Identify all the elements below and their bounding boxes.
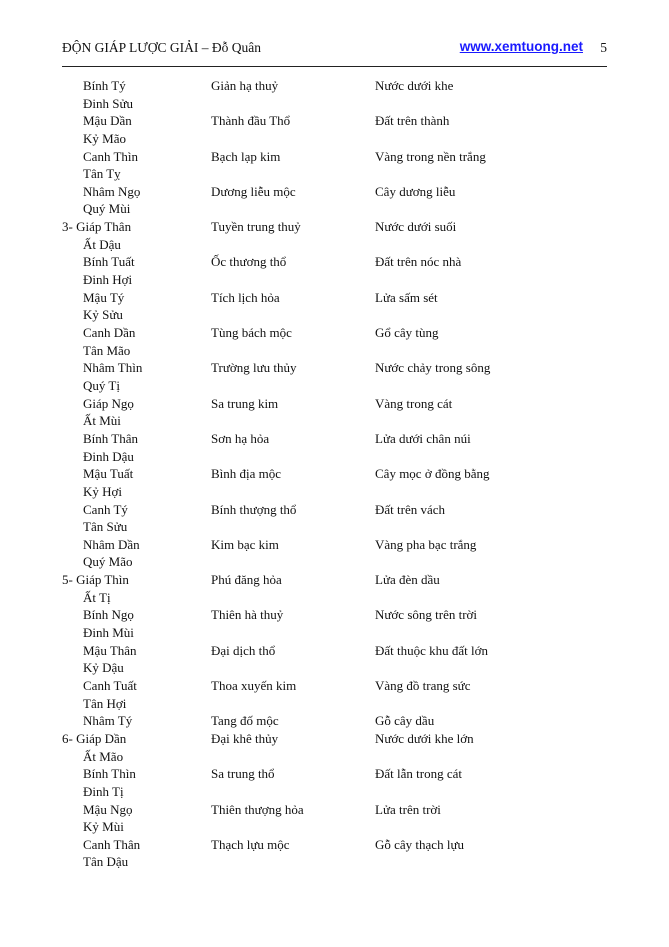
can-chi-pair: [62, 571, 129, 606]
nap-am-meaning: Đất trên thành: [375, 113, 450, 129]
can-chi-second: Quý Tị: [83, 377, 120, 393]
nap-am-name: Thoa xuyến kim: [211, 678, 297, 694]
nap-am-meaning: Lửa sấm sét: [375, 289, 438, 305]
can-chi-second: Kỷ Mùi: [83, 819, 124, 835]
nap-am-meaning: Nước dưới khe lớn: [375, 730, 474, 746]
can-chi-first: Canh Thân: [83, 836, 141, 852]
table-row: [0, 571, 669, 606]
can-chi-pair: [83, 359, 142, 394]
can-chi-second: Đinh Hợi: [83, 272, 133, 288]
can-chi-first: Canh Tý: [83, 501, 128, 517]
table-row: [0, 836, 669, 871]
nap-am-meaning: Lửa dưới chân núi: [375, 430, 471, 446]
nap-am-meaning: Nước chảy trong sông: [375, 360, 491, 376]
can-chi-first: Nhâm Thìn: [83, 360, 143, 376]
can-chi-first: 5- Giáp Thìn: [62, 572, 129, 588]
nap-am-name: Thành đầu Thổ: [211, 113, 291, 129]
nap-am-name: Đại khê thủy: [211, 730, 279, 746]
nap-am-name: Tích lịch hỏa: [211, 289, 280, 305]
can-chi-pair: [83, 324, 135, 359]
can-chi-pair: [83, 395, 134, 430]
can-chi-first: Canh Thìn: [83, 148, 139, 164]
table-row: [0, 395, 669, 430]
can-chi-first: Bính Thân: [83, 430, 139, 446]
table-row: [0, 677, 669, 712]
nap-am-meaning: Vàng pha bạc trắng: [375, 536, 477, 552]
can-chi-pair: [83, 253, 135, 288]
table-row: [0, 465, 669, 500]
nap-am-name: Giản hạ thuỷ: [211, 78, 279, 93]
can-chi-pair: [83, 148, 138, 183]
can-chi-pair: [83, 430, 138, 465]
can-chi-pair: [83, 712, 132, 730]
can-chi-first: Bính Tuất: [83, 254, 135, 270]
nap-am-meaning: Gổ cây tùng: [375, 325, 439, 341]
table-row: [0, 112, 669, 147]
nap-am-name: Ốc thương thổ: [211, 254, 287, 270]
page-header: [62, 40, 607, 60]
page-number: 5: [600, 40, 607, 55]
can-chi-pair: [83, 677, 137, 712]
can-chi-first: Bính Tý: [83, 78, 126, 93]
nap-am-meaning: Vàng trong cát: [375, 395, 453, 411]
can-chi-second: Ất Tị: [83, 589, 111, 605]
nap-am-meaning: Lửa trên trời: [375, 801, 441, 817]
can-chi-pair: [83, 183, 140, 218]
nap-am-name: Phú đăng hỏa: [211, 572, 282, 588]
website-link[interactable]: www.xemtuong.net: [459, 39, 583, 54]
can-chi-first: 6- Giáp Dần: [62, 730, 127, 746]
can-chi-pair: [83, 836, 140, 871]
can-chi-first: Mậu Ngọ: [83, 801, 133, 817]
can-chi-pair: [83, 465, 133, 500]
nap-am-name: Tùng bách mộc: [211, 325, 292, 341]
nap-am-name: Thiên hà thuỷ: [211, 607, 284, 623]
nap-am-name: Thiên thượng hỏa: [211, 801, 304, 817]
can-chi-pair: [83, 112, 132, 147]
nap-am-name: Sa trung kim: [211, 395, 279, 411]
can-chi-second: Kỷ Hợi: [83, 483, 123, 499]
header-divider: [62, 66, 607, 67]
table-row: [0, 712, 669, 730]
can-chi-first: Mậu Thân: [83, 642, 137, 658]
nap-am-meaning: Gỗ cây thạch lựu: [375, 836, 464, 852]
nap-am-meaning: Nước dưới khe: [375, 78, 454, 93]
can-chi-first: Nhâm Tý: [83, 713, 133, 729]
can-chi-first: 3- Giáp Thân: [62, 219, 132, 235]
nap-am-meaning: Nước sông trên trời: [375, 607, 478, 623]
can-chi-second: Đinh Sửu: [83, 95, 134, 111]
table-row: [0, 430, 669, 465]
can-chi-first: Canh Dần: [83, 325, 136, 341]
nap-am-meaning: Cây mọc ở đồng bằng: [375, 466, 490, 482]
can-chi-second: Đinh Tị: [83, 783, 124, 799]
nap-am-meaning: Vàng trong nền trắng: [375, 148, 486, 164]
can-chi-second: Kỷ Mão: [83, 130, 126, 146]
can-chi-first: Bính Ngọ: [83, 607, 134, 623]
can-chi-first: Canh Tuất: [83, 678, 137, 694]
table-row: [0, 642, 669, 677]
nap-am-name: Dương liễu mộc: [211, 183, 296, 199]
can-chi-first: Giáp Ngọ: [83, 395, 134, 411]
table-row: [0, 289, 669, 324]
nap-am-table: [0, 77, 669, 871]
table-row: [0, 148, 669, 183]
can-chi-pair: [83, 801, 132, 836]
table-row: [0, 183, 669, 218]
table-row: [0, 359, 669, 394]
nap-am-meaning: Đất lẫn trong cát: [375, 766, 462, 782]
table-row: [0, 253, 669, 288]
can-chi-second: Tân Tỵ: [83, 166, 121, 182]
document-title: ĐỘN GIÁP LƯỢC GIẢI – Đỗ Quân: [62, 40, 261, 55]
nap-am-name: Trường lưu thủy: [211, 360, 297, 376]
table-row: [0, 218, 669, 253]
nap-am-meaning: Lửa đèn dầu: [375, 572, 440, 588]
table-row: [0, 536, 669, 571]
can-chi-second: Tân Hợi: [83, 695, 127, 711]
table-row: [0, 765, 669, 800]
nap-am-meaning: Đất trên nóc nhà: [375, 254, 462, 270]
can-chi-pair: [83, 536, 140, 571]
nap-am-meaning: Nước dưới suối: [375, 219, 457, 235]
can-chi-pair: [62, 730, 126, 765]
table-row: [0, 606, 669, 641]
can-chi-first: Mậu Tuất: [83, 466, 134, 482]
nap-am-name: Thạch lựu mộc: [211, 836, 290, 852]
nap-am-name: Bính thượng thổ: [211, 501, 297, 517]
table-row: [0, 324, 669, 359]
can-chi-pair: [83, 765, 136, 800]
nap-am-name: Tuyền trung thuỷ: [211, 219, 301, 235]
nap-am-name: Đại dịch thổ: [211, 642, 276, 658]
nap-am-name: Bạch lạp kim: [211, 148, 281, 164]
can-chi-first: Bính Thìn: [83, 766, 136, 782]
can-chi-second: Quý Mùi: [83, 201, 131, 217]
can-chi-second: Tân Mão: [83, 342, 131, 358]
can-chi-second: Tân Dậu: [83, 854, 129, 870]
can-chi-first: Mậu Tý: [83, 289, 125, 305]
table-row: [0, 77, 669, 112]
can-chi-pair: [62, 218, 131, 253]
nap-am-meaning: Cây dương liễu: [375, 183, 456, 199]
can-chi-pair: [83, 606, 134, 641]
can-chi-second: Kỷ Sửu: [83, 307, 123, 323]
can-chi-second: Đinh Dậu: [83, 448, 134, 464]
can-chi-second: Đinh Mùi: [83, 625, 134, 641]
can-chi-first: Nhâm Dần: [83, 536, 140, 552]
table-row: [0, 801, 669, 836]
can-chi-second: Quý Mão: [83, 554, 133, 570]
can-chi-first: Mậu Dần: [83, 113, 132, 129]
can-chi-second: Tân Sửu: [83, 519, 128, 535]
table-row: [0, 730, 669, 765]
can-chi-pair: [83, 642, 137, 677]
nap-am-meaning: Đất thuộc khu đất lớn: [375, 642, 489, 658]
nap-am-name: Tang đố mộc: [211, 713, 279, 729]
can-chi-pair: [83, 77, 133, 112]
can-chi-second: Ất Mão: [83, 748, 124, 764]
nap-am-name: Sơn hạ hỏa: [211, 430, 270, 446]
can-chi-first: Nhâm Ngọ: [83, 183, 141, 199]
nap-am-name: Kim bạc kim: [211, 536, 279, 552]
nap-am-meaning: Gỗ cây dầu: [375, 713, 435, 729]
can-chi-second: Ất Mùi: [83, 413, 121, 429]
can-chi-pair: [83, 289, 124, 324]
table-row: [0, 501, 669, 536]
nap-am-name: Sa trung thổ: [211, 766, 275, 782]
can-chi-pair: [83, 501, 128, 536]
can-chi-second: Kỷ Dậu: [83, 660, 124, 676]
nap-am-meaning: Vàng đồ trang sức: [375, 678, 471, 694]
can-chi-second: Ất Dậu: [83, 236, 121, 252]
nap-am-meaning: Đất trên vách: [375, 501, 446, 517]
nap-am-name: Bình địa mộc: [211, 466, 282, 482]
